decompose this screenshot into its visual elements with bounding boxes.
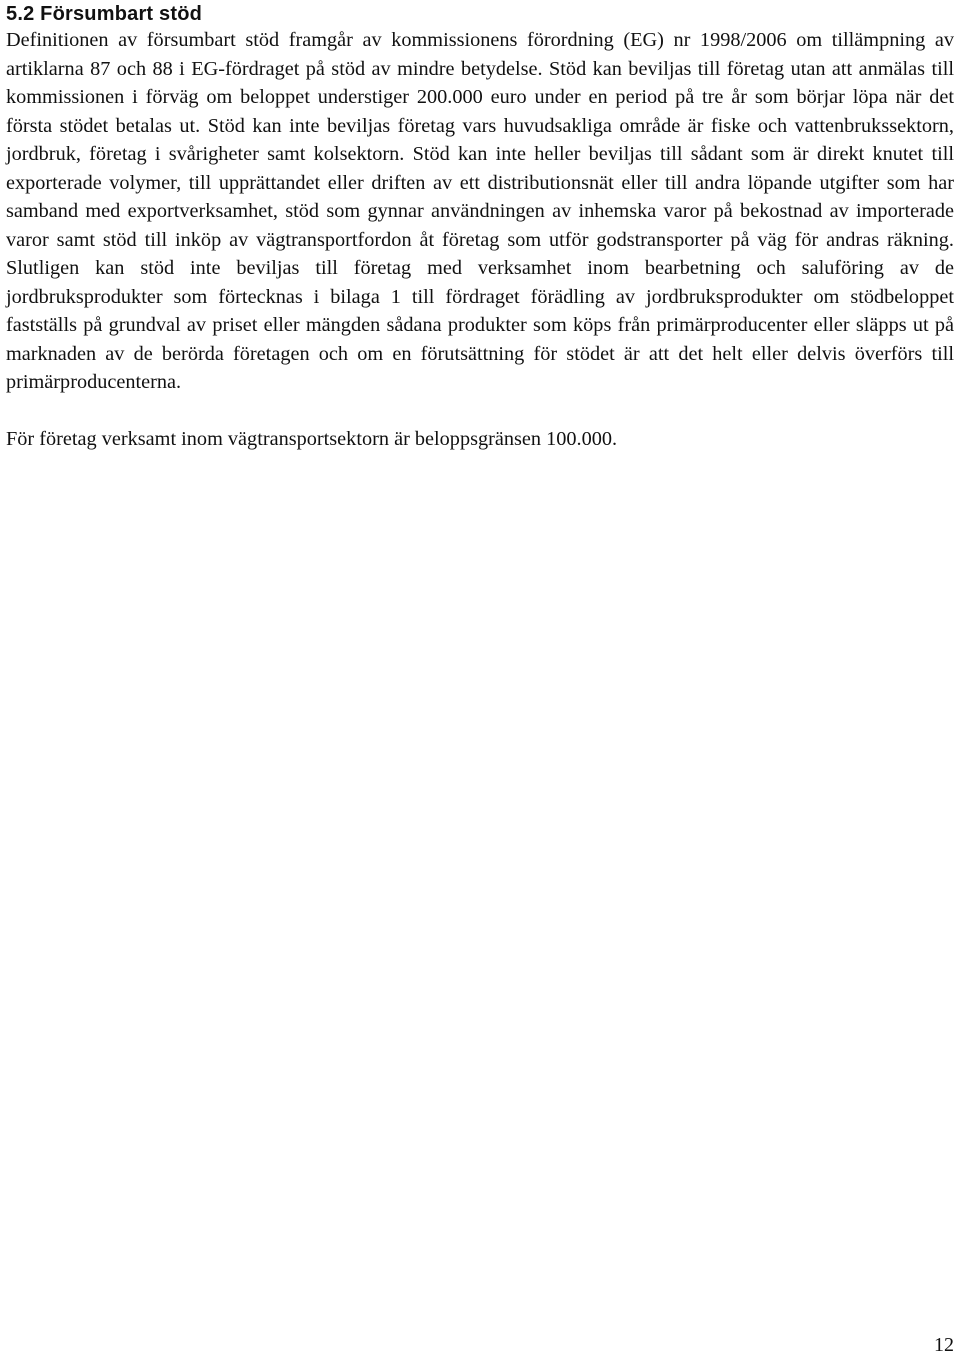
body-paragraph-definition: Definitionen av försumbart stöd framgår av kommissionens förordning (EG) nr 1998/2006 om tillämpning av artiklarna 87 och 88 i EG-fördraget på stöd av mindre betydelse. Stöd kan beviljas till företag utan att anmälas till kommissionen i förväg om beloppet understiger 200.000 euro under en period på tre år som börjar löpa när det första stödet betalas ut. Stöd kan inte beviljas företag vars huvudsakliga område är fiske och vattenbrukssektorn, jordbruk, företag i svårigheter samt kolsektorn. Stöd kan inte heller beviljas till sådant som är direkt knutet till exporterade volymer, till upprättandet eller driften av ett distributionsnät eller till andra löpande utgifter som har samband med exportverksamhet, stöd som gynnar användningen av inhemska varor på bekostnad av importerade varor samt stöd till inköp av vägtransportfordon åt företag som utför godstransporter på väg för andras räkning. Slutligen kan stöd inte beviljas till företag med verksamhet inom bearbetning och saluföring av de jordbruksprodukter som förtecknas i bilaga 1 till fördraget förädling av jordbruksprodukter om stödbeloppet fastställs på grundval av priset eller mängden sådana produkter som köps från primärproducenter eller släpps ut på marknaden av de berörda företagen och om en förutsättning för stödet är att det helt eller delvis överförs till primärproducenterna. [6,29,954,393]
section-heading: 5.2 Försumbart stöd [6,3,203,25]
body-paragraph-transport-limit: För företag verksamt inom vägtransportsektorn är beloppsgränsen 100.000. [6,427,618,450]
document-page [6,0,954,453]
page-number: 12 [934,1334,954,1356]
